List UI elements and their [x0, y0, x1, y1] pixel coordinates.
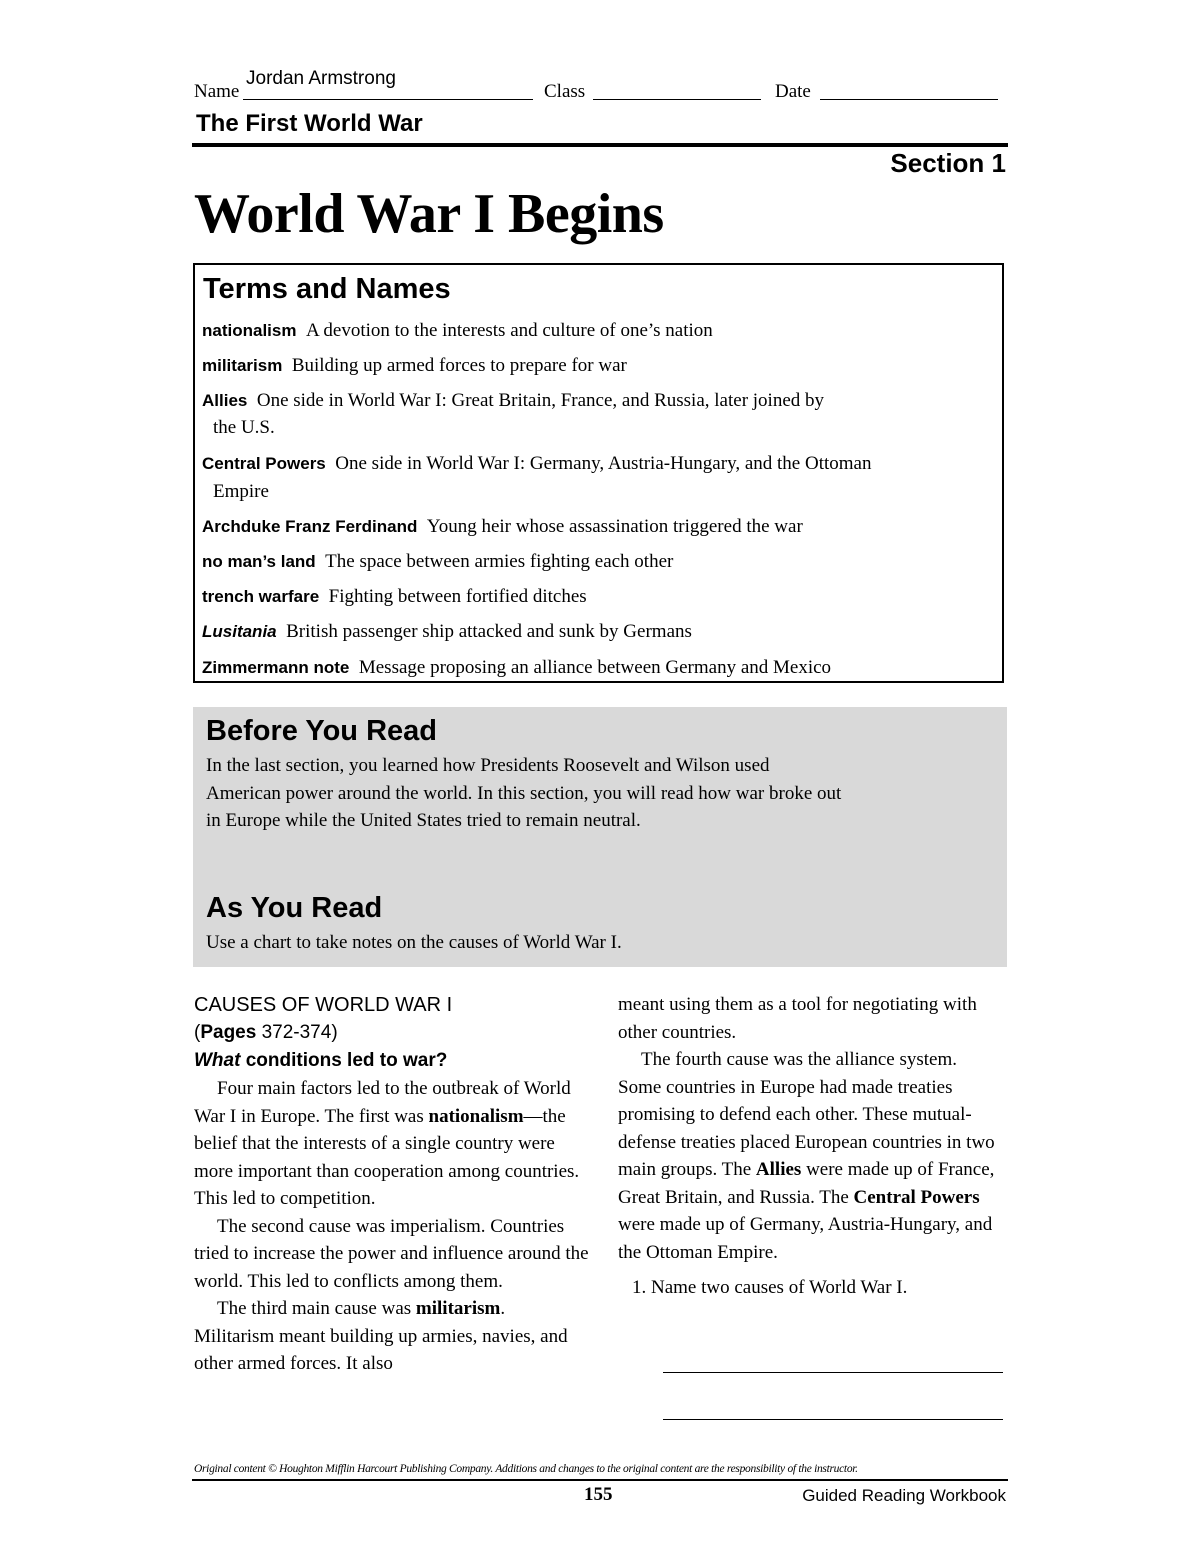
page-title: World War I Begins — [194, 183, 664, 245]
term-militarism — [202, 352, 997, 379]
question-rest: conditions led to war? — [240, 1050, 448, 1071]
section-heading: CAUSES OF WORLD WAR I — [194, 994, 453, 1016]
class-line[interactable] — [593, 99, 761, 100]
paragraph-1 — [194, 1075, 589, 1213]
p3-text-b: . Militarism meant building up armies, navies, and other armed forces. It also — [194, 1298, 568, 1374]
term-allies-cont — [213, 414, 1008, 441]
as-you-read-text: Use a chart to take notes on the causes of World War I. — [206, 932, 622, 953]
term-lusitania — [202, 618, 997, 645]
question-italic: What — [194, 1050, 241, 1071]
paragraph-2: The second cause was imperialism. Countries tried to increase the power and influence around the world. This led to conflicts among them. — [194, 1215, 589, 1292]
term-def-cont: Empire — [213, 481, 269, 502]
footer-rule — [192, 1479, 1008, 1481]
term-def: The space between armies fighting each other — [325, 551, 674, 572]
p3-bold-term: militarism — [415, 1298, 501, 1319]
term-name: Central Powers — [202, 454, 326, 473]
answer-line-1[interactable] — [663, 1372, 1003, 1373]
p1-bold-term: nationalism — [428, 1105, 524, 1127]
workbook-title: Guided Reading Workbook — [802, 1486, 1006, 1505]
before-you-read-heading: Before You Read — [206, 715, 437, 747]
terms-box — [193, 263, 1004, 683]
section-label: Section 1 — [890, 148, 1006, 178]
copyright-note: Original content © Houghton Mifflin Harcourt Publishing Company. Additions and changes to the original content are the responsibility of the instructor. — [194, 1463, 858, 1475]
term-def: One side in World War I: Great Britain, France, and Russia, later joined by — [256, 390, 825, 411]
p4-bold-allies: Allies — [755, 1159, 802, 1180]
term-name: trench warfare — [202, 587, 320, 606]
page-number: 155 — [584, 1484, 613, 1505]
guiding-question — [194, 1047, 589, 1075]
term-name: militarism — [202, 356, 283, 375]
term-def: A devotion to the interests and culture of one’s nation — [305, 320, 713, 341]
term-name: Allies — [202, 391, 248, 410]
pages-reference — [194, 1019, 589, 1047]
term-name: nationalism — [202, 321, 297, 340]
left-column — [194, 991, 589, 1378]
term-def: Building up armed forces to prepare for war — [291, 355, 627, 376]
term-central-powers-cont — [213, 478, 1008, 505]
p3-text-a: The third main cause was — [217, 1298, 416, 1319]
term-nationalism — [202, 317, 997, 344]
term-def: British passenger ship attacked and sunk by Germans — [286, 621, 692, 642]
chapter-title: The First World War — [196, 110, 423, 137]
name-line — [243, 99, 533, 100]
paragraph-3-cont: meant using them as a tool for negotiating with other countries. — [618, 994, 977, 1043]
p1-text-a: Four main factors led to the outbreak of World War I in Europe. The first was — [194, 1078, 571, 1127]
header-rule — [192, 143, 1008, 147]
right-column — [618, 991, 1013, 1302]
term-def: Message proposing an alliance between Germany and Mexico — [358, 657, 832, 678]
date-label: Date — [775, 81, 811, 102]
pages-open: ( — [194, 1022, 201, 1043]
p4-text-a: The fourth cause was the alliance system. Some countries in Europe had made treaties promising to defend each other. These mutual-defense treaties placed European countries in two main groups. The — [618, 1049, 995, 1180]
p1-text-b: —the belief that the interests of a single country were more important than cooperation among countries. This led to competition. — [194, 1105, 580, 1209]
p4-text-c: were made up of Germany, Austria-Hungary, and the Ottoman Empire. — [618, 1214, 993, 1263]
paragraph-4 — [618, 1046, 1003, 1266]
term-central-powers — [202, 450, 997, 477]
answer-line-2[interactable] — [663, 1419, 1003, 1420]
term-name: Lusitania — [202, 622, 277, 641]
term-def: One side in World War I: Germany, Austria-Hungary, and the Ottoman — [335, 453, 872, 474]
term-zimmermann-note — [202, 654, 997, 681]
name-label: Name — [194, 81, 240, 102]
as-you-read-heading: As You Read — [206, 892, 383, 924]
before-you-read-text: In the last section, you learned how Presidents Roosevelt and Wilson used American power around the world. In this section, you will read how war broke out in Europe while the United States tried to remain neutral. — [206, 755, 842, 831]
term-def-cont: the U.S. — [213, 417, 275, 438]
p4-text-b: were made up of France, Great Britain, and Russia. The — [618, 1159, 995, 1208]
pages-label: Pages — [200, 1022, 257, 1043]
term-franz-ferdinand — [202, 513, 997, 540]
term-def: Fighting between fortified ditches — [328, 586, 587, 607]
term-trench-warfare — [202, 583, 997, 610]
paragraph-3 — [194, 1295, 589, 1378]
term-allies — [202, 387, 997, 414]
term-name: no man’s land — [202, 552, 316, 571]
date-line[interactable] — [820, 99, 998, 100]
name-value[interactable]: Jordan Armstrong — [246, 68, 396, 89]
term-name: Archduke Franz Ferdinand — [202, 517, 418, 536]
reading-guide-box — [193, 707, 1007, 967]
term-no-mans-land — [202, 548, 997, 575]
terms-heading: Terms and Names — [203, 273, 451, 305]
class-label: Class — [544, 81, 586, 102]
p4-bold-central-powers: Central Powers — [853, 1186, 980, 1208]
term-def: Young heir whose assassination triggered the war — [426, 516, 803, 537]
question-1: 1. Name two causes of World War I. — [632, 1277, 908, 1298]
pages-range: 372-374) — [256, 1022, 338, 1043]
term-name: Zimmermann note — [202, 658, 350, 677]
